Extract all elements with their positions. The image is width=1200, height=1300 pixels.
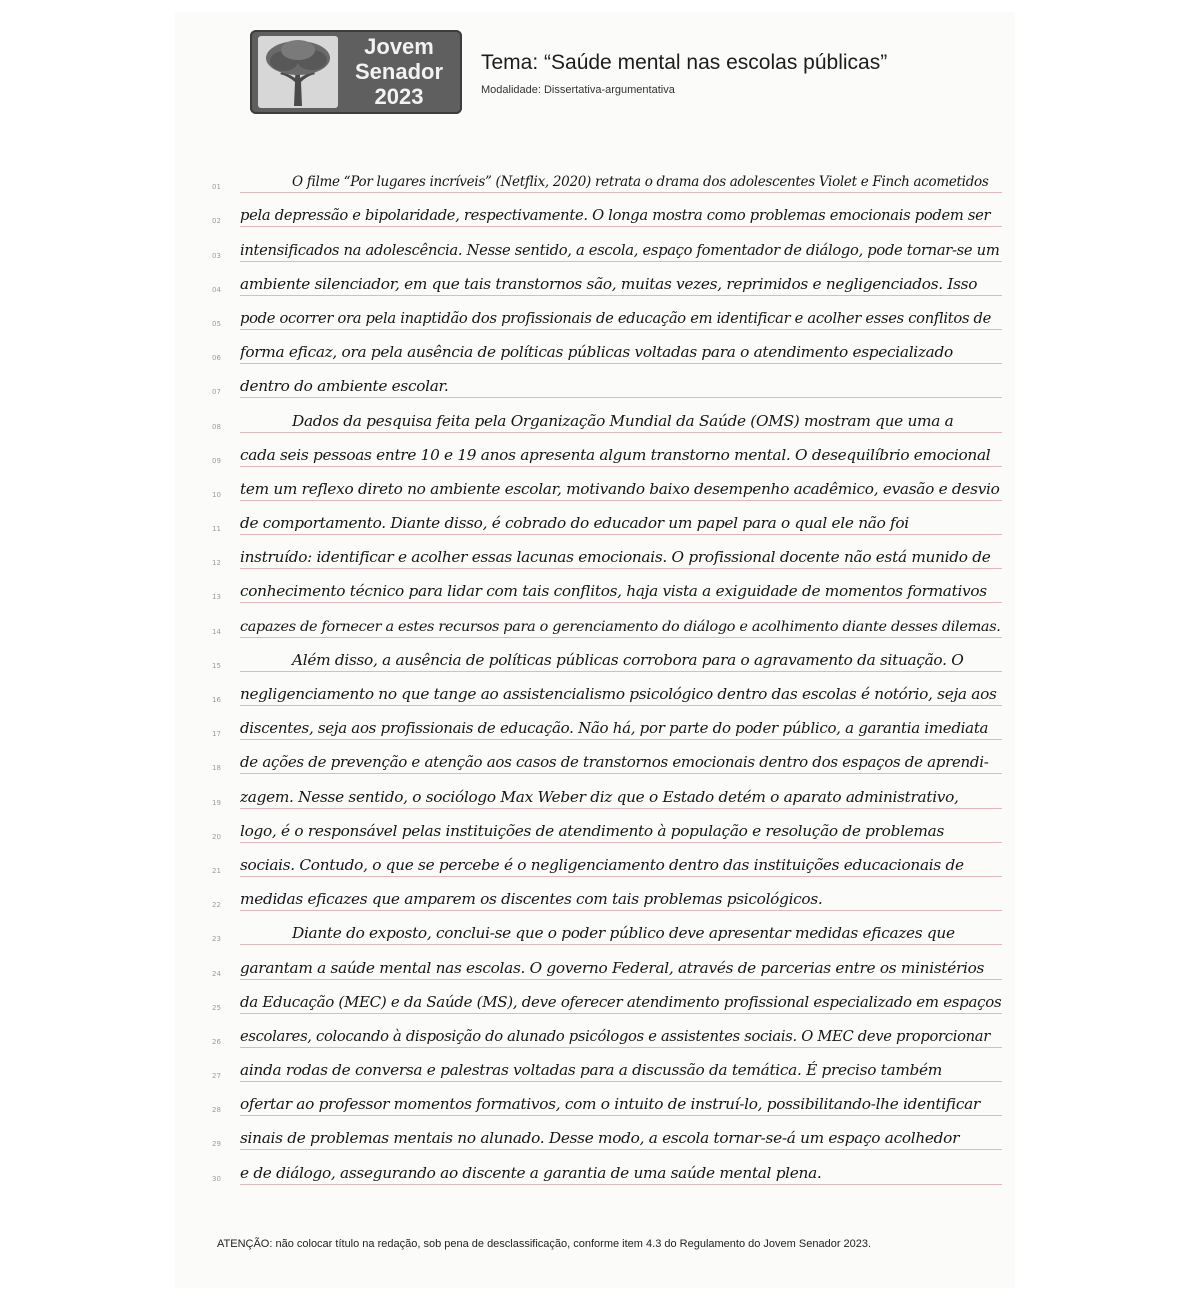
line-text: instruído: identificar e acolher essas lacunas emocionais. O profissional docente não está munido de <box>240 548 991 567</box>
line-number: 24 <box>212 969 221 978</box>
line-text: pode ocorrer ora pela inaptidão dos profissionais de educação em identificar e acolher esses conflitos de <box>240 309 992 327</box>
essay-line <box>212 403 1002 437</box>
line-text: escolares, colocando à disposição do alunado psicólogos e assistentes sociais. O MEC deve proporcionar <box>240 1027 990 1045</box>
line-text: forma eficaz, ora pela ausência de políticas públicas voltadas para o atendimento especializado <box>240 343 953 362</box>
line-number: 27 <box>212 1072 221 1081</box>
line-text: discentes, seja aos profissionais de educação. Não há, por parte do poder público, a garantia imediata <box>240 719 989 738</box>
line-text: medidas eficazes que amparem os discentes com tais problemas psicológicos. <box>240 890 823 909</box>
line-number: 10 <box>212 490 221 499</box>
essay-line <box>212 301 1002 335</box>
essay-line <box>212 335 1002 369</box>
essay-line <box>212 164 1002 198</box>
line-number: 04 <box>212 285 221 294</box>
logo-line: Jovem <box>364 34 434 59</box>
line-text: Dados da pesquisa feita pela Organização Mundial da Saúde (OMS) mostram que uma a <box>292 411 954 430</box>
essay-line <box>212 438 1002 472</box>
essay-line <box>212 950 1002 984</box>
line-text: e de diálogo, assegurando ao discente a garantia de uma saúde mental plena. <box>240 1163 822 1182</box>
essay-line <box>212 608 1002 642</box>
essay-line <box>212 472 1002 506</box>
essay-line <box>212 1087 1002 1121</box>
essay-line <box>212 643 1002 677</box>
essay-line <box>212 574 1002 608</box>
line-text: Diante do exposto, conclui-se que o poder público deve apresentar medidas eficazes que <box>292 924 955 943</box>
line-text: cada seis pessoas entre 10 e 19 anos apresenta algum transtorno mental. O desequilíbrio emocional <box>240 445 991 464</box>
essay-modality: Modalidade: Dissertativa-argumentativa <box>481 84 675 96</box>
line-text: garantam a saúde mental nas escolas. O governo Federal, através de parcerias entre os ministérios <box>240 958 985 977</box>
line-text: conhecimento técnico para lidar com tais conflitos, haja vista a exiguidade de momentos formativos <box>240 582 987 601</box>
line-text: zagem. Nesse sentido, o sociólogo Max Weber diz que o Estado detém o aparato administrativo, <box>240 787 959 806</box>
line-text: pela depressão e bipolaridade, respectivamente. O longa mostra como problemas emocionais podem ser <box>240 207 991 225</box>
line-number: 17 <box>212 730 221 739</box>
line-number: 23 <box>212 935 221 944</box>
logo-line: 2023 <box>374 84 424 109</box>
essay-theme: Tema: “Saúde mental nas escolas públicas” <box>481 51 888 74</box>
essay-line <box>212 369 1002 403</box>
essay-line <box>212 506 1002 540</box>
essay-line <box>212 882 1002 916</box>
line-number: 30 <box>212 1174 221 1183</box>
line-number: 01 <box>212 183 221 192</box>
essay-line <box>212 814 1002 848</box>
logo-line: Senador <box>354 59 444 84</box>
line-number: 13 <box>212 593 221 602</box>
essay-line <box>212 1121 1002 1155</box>
line-text: O filme “Por lugares incríveis” (Netflix, 2020) retrata o drama dos adolescentes Violet e Finch acometidos <box>292 174 989 191</box>
line-text: de ações de prevenção e atenção aos casos de transtornos emocionais dentro dos espaços de aprendi- <box>240 753 989 772</box>
line-number: 05 <box>212 319 221 328</box>
line-text: ofertar ao professor momentos formativos, com o intuito de instruí-lo, possibilitando-lhe identificar <box>240 1095 980 1114</box>
line-number: 02 <box>212 217 221 226</box>
line-number: 15 <box>212 661 221 670</box>
handwritten-essay <box>212 164 1002 1190</box>
line-number: 22 <box>212 901 221 910</box>
tree-icon <box>258 36 338 108</box>
jovem-senador-logo <box>250 30 462 114</box>
line-text: Além disso, a ausência de políticas públicas corrobora para o agravamento da situação. O <box>292 650 964 669</box>
essay-line <box>212 540 1002 574</box>
line-text: de comportamento. Diante disso, é cobrado do educador um papel para o qual ele não foi <box>240 514 909 533</box>
line-text: ambiente silenciador, em que tais transtornos são, muitas vezes, reprimidos e negligenciados. Isso <box>240 274 978 293</box>
line-text: logo, é o responsável pelas instituições de atendimento à população e resolução de problemas <box>240 821 945 840</box>
line-text: ainda rodas de conversa e palestras voltadas para a discussão da temática. É preciso também <box>240 1061 942 1080</box>
line-number: 28 <box>212 1106 221 1115</box>
essay-line <box>212 1053 1002 1087</box>
line-number: 21 <box>212 866 221 875</box>
line-number: 19 <box>212 798 221 807</box>
line-number: 26 <box>212 1037 221 1046</box>
line-number: 25 <box>212 1003 221 1012</box>
essay-line <box>212 1019 1002 1053</box>
essay-line <box>212 677 1002 711</box>
line-number: 07 <box>212 388 221 397</box>
line-text: sinais de problemas mentais no alunado. Desse modo, a escola tornar-se-á um espaço acolhedor <box>240 1129 960 1148</box>
essay-line <box>212 267 1002 301</box>
line-text: tem um reflexo direto no ambiente escolar, motivando baixo desempenho acadêmico, evasão e desvio <box>240 479 1000 498</box>
line-text: dentro do ambiente escolar. <box>240 377 449 396</box>
line-number: 11 <box>212 525 221 534</box>
line-text: sociais. Contudo, o que se percebe é o negligenciamento dentro das instituições educacionais de <box>240 855 964 874</box>
essay-line <box>212 232 1002 266</box>
essay-line <box>212 848 1002 882</box>
line-number: 18 <box>212 764 221 773</box>
line-text: intensificados na adolescência. Nesse sentido, a escola, espaço fomentador de diálogo, pode tornar-se um <box>240 241 1000 259</box>
line-number: 12 <box>212 559 221 568</box>
essay-line <box>212 711 1002 745</box>
line-number: 20 <box>212 832 221 841</box>
essay-line <box>212 779 1002 813</box>
attention-notice: ATENÇÃO: não colocar título na redação, sob pena de desclassificação, conforme item 4.3 do Regulamento do Jovem Senador 2023. <box>217 1238 872 1250</box>
logo-wordmark <box>340 34 458 109</box>
line-number: 16 <box>212 696 221 704</box>
line-text: da Educação (MEC) e da Saúde (MS), deve oferecer atendimento profissional especializado em espaços <box>240 992 1002 1011</box>
essay-line <box>212 916 1002 950</box>
line-number: 03 <box>212 251 221 260</box>
line-number: 08 <box>212 422 221 431</box>
essay-line <box>212 198 1002 232</box>
line-text: negligenciamento no que tange ao assistencialismo psicológico dentro das escolas é notório, seja aos <box>240 685 997 703</box>
line-number: 14 <box>212 627 221 636</box>
line-number: 09 <box>212 456 221 465</box>
line-number: 06 <box>212 354 221 363</box>
line-number: 29 <box>212 1140 221 1149</box>
essay-line <box>212 745 1002 779</box>
essay-line <box>212 1155 1002 1189</box>
line-text: capazes de fornecer a estes recursos para o gerenciamento do diálogo e acolhimento diante desses dilemas. <box>240 618 1001 635</box>
essay-line <box>212 985 1002 1019</box>
